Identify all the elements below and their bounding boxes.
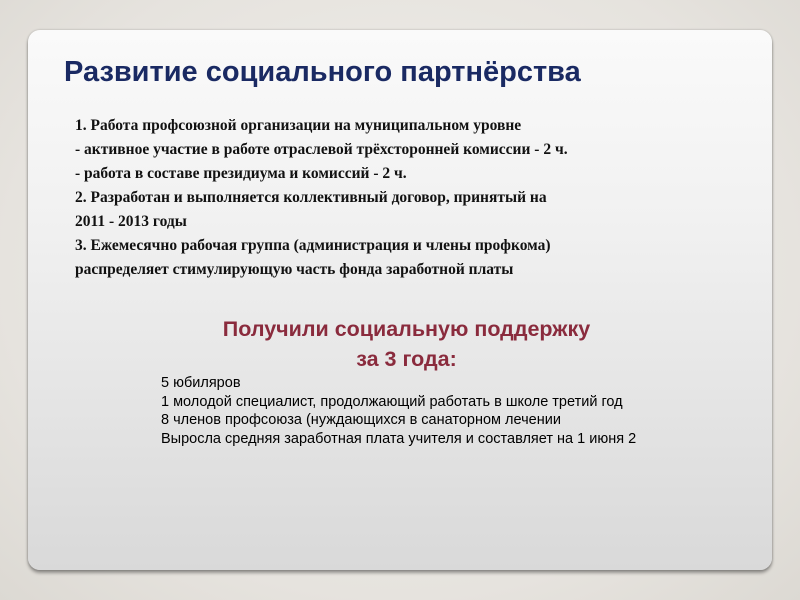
list-item: 3. Ежемесячно рабочая группа (администрация и члены профкома)	[75, 237, 551, 254]
support-items-list	[161, 374, 636, 448]
list-item: 8 членов профсоюза (нуждающихся в санаторном лечении	[161, 412, 561, 428]
support-heading-line2: за 3 года:	[356, 347, 457, 371]
support-heading	[28, 314, 772, 374]
list-item: 1. Работа профсоюзной организации на муниципальном уровне	[75, 117, 522, 134]
list-item: 2011 - 2013 годы	[75, 213, 187, 230]
list-item: 1 молодой специалист, продолжающий работать в школе третий год	[161, 393, 623, 410]
list-item: 2. Разработан и выполняется коллективный договор, принятый на	[75, 189, 547, 206]
list-item: Выросла средняя заработная плата учителя и составляет на 1 июня 2	[161, 430, 637, 447]
content-card	[28, 30, 772, 570]
list-item: распределяет стимулирующую часть фонда заработной платы	[75, 261, 514, 278]
list-item: - работа в составе президиума и комиссий - 2 ч.	[75, 165, 407, 182]
partnership-points-list	[75, 114, 568, 282]
list-item: - активное участие в работе отраслевой трёхсторонней комиссии - 2 ч.	[75, 141, 568, 158]
slide-title: Развитие социального партнёрства	[64, 56, 581, 88]
list-item: 5 юбиляров	[161, 375, 241, 391]
support-heading-line1: Получили социальную поддержку	[222, 317, 591, 341]
